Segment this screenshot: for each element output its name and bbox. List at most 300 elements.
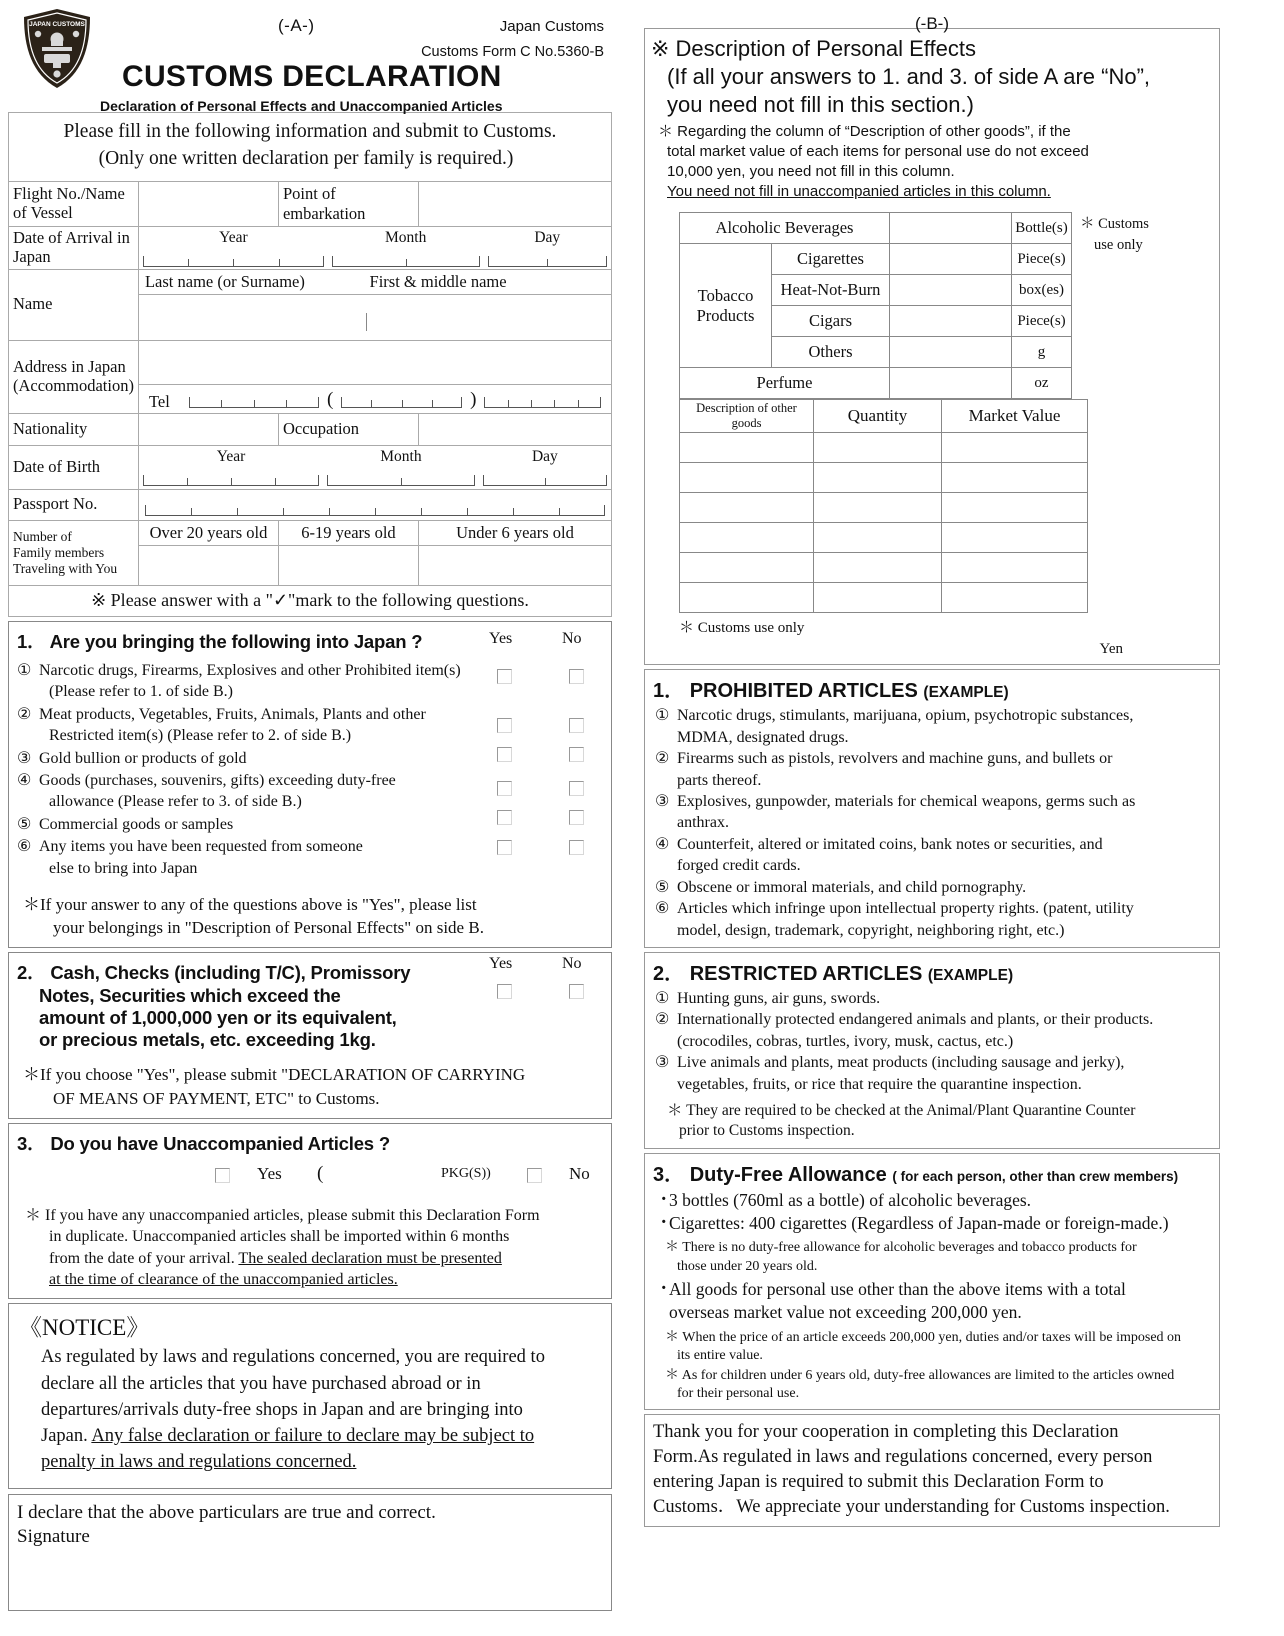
signature-section [8,1494,612,1611]
item-text: Gold bullion or products of gold [39,749,247,767]
cigars-qty-input[interactable] [890,306,1012,337]
personal-effects-note [651,122,1211,202]
embarkation-label: Point of embarkation [278,181,418,226]
other-value-input[interactable] [942,433,1088,463]
table-row-dob [9,445,612,489]
dob-year-label: Year [216,447,246,465]
dutyfree-heading-main: Duty-Free Allowance [689,1163,887,1186]
q1-item4-yes-checkbox[interactable] [497,781,512,796]
list-item [655,1052,1211,1095]
other-spacer [1088,553,1206,583]
table-row-flight [9,181,612,226]
pe-note-line1: ＊ Regarding the column of “Description of other goods”, if the [658,123,1071,141]
list-item [17,748,603,769]
instruction-box [8,112,612,181]
personal-effects-sub-line1: (If all your answers to 1. and 3. of side A are “No”, [667,64,1151,90]
passport-input[interactable] [138,489,611,520]
other-spacer [1088,463,1206,493]
dob-year-input[interactable] [139,468,323,489]
q1-item1-yes-checkbox[interactable] [497,669,512,684]
dutyfree-heading-num: 3． [653,1163,685,1186]
other-spacer [1088,493,1206,523]
heat-not-burn-unit: box(es) [1012,275,1072,306]
list-item [655,748,1211,791]
dutyfree-star3-line1: ＊ As for children under 6 years old, duty-free allowances are limited to the articles owned [665,1368,1175,1383]
other-value-input[interactable] [942,463,1088,493]
list-item [655,705,1211,748]
q1-item4-no-checkbox[interactable] [569,781,584,796]
pe-note-line2: total market value of each items for personal use do not exceed [667,143,1089,161]
personal-effects-title: ※ Description of Personal Effects [651,36,976,61]
item-text-2: forged credit cards. [677,857,801,875]
question-2-section [8,952,612,1118]
other-spacer [1088,523,1206,553]
item-number: ② [655,1011,670,1029]
flight-input[interactable] [138,181,278,226]
personal-effects-section [644,28,1220,665]
other-value-input[interactable] [942,493,1088,523]
item-number: ① [655,990,670,1008]
other-value-input[interactable] [942,583,1088,613]
q1-item5-yes-checkbox[interactable] [497,810,512,825]
q1-item6-no-checkbox[interactable] [569,840,584,855]
page-title: CUSTOMS DECLARATION [122,60,502,93]
list-item [17,660,603,703]
q3-yes-checkbox[interactable] [215,1168,230,1183]
age6to19-input[interactable] [278,545,418,585]
list-item [17,704,603,747]
name-label: Name [9,269,139,340]
q2-no-label: No [562,955,582,973]
thanks-section [644,1414,1220,1527]
item-text: Explosives, gunpowder, materials for chemical weapons, germs such as [677,792,1136,810]
customs-use-line2: use only [1094,236,1143,253]
signature-input[interactable] [17,1550,603,1576]
table-row [680,433,1206,463]
over20-input[interactable] [138,545,278,585]
item-text: Narcotic drugs, Firearms, Explosives and other Prohibited item(s) [39,661,461,679]
occupation-label: Occupation [278,413,418,445]
item-text: Commercial goods or samples [39,815,234,833]
q1-yes-label: Yes [489,629,513,647]
prohibited-list [645,705,1219,941]
occupation-input[interactable] [418,413,611,445]
duty-free-allowance-section [644,1153,1220,1411]
last-name-label: Last name (or Surname) [144,271,305,291]
item-text: Any items you have been requested from someone [39,838,363,856]
nationality-label: Nationality [9,413,139,445]
form-number: Customs Form C No.5360-B [421,44,604,60]
other-qty-input[interactable] [814,583,942,613]
nationality-input[interactable] [138,413,278,445]
table-row [680,463,1206,493]
q2-heading-line3: amount of 1,000,000 yen or its equivalent, [39,1007,397,1029]
arrival-year-label: Year [219,228,248,246]
item-number: ① [655,707,670,725]
q3-note-line4-underlined: at the time of clearance of the unaccompanied articles. [49,1270,398,1288]
q1-note-line2: your belongings in "Description of Personal Effects" on side B. [53,918,484,938]
declaration-statement: I declare that the above particulars are true and correct. [17,1501,436,1523]
table-row-other-header [680,400,1206,433]
cigars-unit: Piece(s) [1012,306,1072,337]
question-1-section [8,621,612,949]
item-subtext: allowance (Please refer to 3. of side B.) [49,793,302,811]
notice-line5-underlined: penalty in laws and regulations concerned. [41,1452,357,1473]
other-qty-header: Quantity [814,400,942,433]
item-number: ⑥ [17,838,32,856]
tel-label: Tel [148,391,170,411]
page-subtitle: Declaration of Personal Effects and Unaccompanied Articles [100,98,503,114]
item-text-2: overseas market value not exceeding 200,000 yen. [669,1302,1022,1323]
tel-paren-open: ( [326,388,334,410]
dob-label: Date of Birth [9,445,139,489]
others-label: Others [772,337,890,368]
q3-answer-row [17,1164,603,1198]
item-number: ⑤ [17,815,32,833]
customs-only-label: ＊ Customs use only [679,620,805,637]
dutyfree-star1-line1: ＊ There is no duty-free allowance for alcoholic beverages and tobacco products for [665,1240,1137,1256]
item-number: ③ [17,749,32,767]
tel-paren-close: ) [470,388,477,410]
embarkation-input[interactable] [418,181,611,226]
q2-note [17,1063,603,1109]
item-text: Counterfeit, altered or imitated coins, bank notes or securities, and [677,835,1103,853]
q2-note-line2: OF MEANS OF PAYMENT, ETC" to Customs. [53,1088,380,1108]
side-a-header [0,0,620,112]
restricted-star-note [645,1101,1219,1141]
pe-note-line3: 10,000 yen, you need not fill in this column. [667,163,955,181]
alcohol-qty-input[interactable] [890,213,1012,244]
question-2-heading [17,959,603,1051]
dutyfree-star1-line2: those under 20 years old. [677,1258,818,1274]
dob-month-label: Month [380,447,422,465]
item-number: ③ [655,1054,670,1072]
goods-table [679,212,1192,399]
q2-heading-line2: Notes, Securities which exceed the [39,985,341,1007]
perfume-qty-input[interactable] [890,368,1012,399]
q1-note-line1: ＊If your answer to any of the questions above is "Yes", please list [23,895,477,915]
other-value-input[interactable] [942,523,1088,553]
item-number: ③ [655,792,670,810]
notice-line4b: Any false declaration or failure to declare may be subject to [91,1426,535,1447]
table-row-arrival [9,226,612,269]
list-item [655,834,1211,877]
q1-item2-no-checkbox[interactable] [569,718,584,733]
q1-item1-no-checkbox[interactable] [569,669,584,684]
passport-label: Passport No. [9,489,139,520]
q3-pkg-label: PKG(S)) [441,1165,491,1181]
bullet-icon: ・ [655,1188,673,1209]
q3-note-line3 [41,1248,603,1269]
tel-part2-input[interactable] [337,387,466,413]
perfume-label: Perfume [680,368,890,399]
table-row-alcohol [680,213,1192,244]
other-qty-input[interactable] [814,493,942,523]
flight-label: Flight No./Name of Vessel [9,181,139,226]
q3-note [17,1205,603,1291]
q3-note-line3a: from the date of your arrival. [49,1249,239,1267]
under6-input[interactable] [418,545,611,585]
yen-label: Yen [1099,641,1123,658]
question-1-items [17,660,603,879]
customs-use-line1: ＊ Customs [1080,215,1149,232]
q3-no-label: No [569,1163,590,1183]
perfume-unit: oz [1012,368,1072,399]
notice-line4a: Japan. [41,1426,92,1447]
other-desc-header: Description of other goods [680,400,814,433]
dob-cell[interactable] [138,445,611,489]
family-label-line3: Traveling with You [13,560,118,576]
notice-title: 《NOTICE》 [19,1315,150,1341]
restricted-list [645,988,1219,1095]
check-mark-note: ※ Please answer with a "✓"mark to the following questions. [8,586,612,617]
address-label-line2: (Accommodation) [13,375,134,395]
thanks-line4: Customs．We appreciate your understanding for Customs inspection. [653,1497,1170,1518]
agency-name: Japan Customs [499,18,604,35]
dutyfree-star-1 [645,1239,1219,1275]
other-desc-input[interactable] [680,433,814,463]
restricted-star-line1: ＊ They are required to be checked at the Animal/Plant Quarantine Counter [667,1102,1136,1120]
item-text: Meat products, Vegetables, Fruits, Animals, Plants and other [39,705,426,723]
tobacco-products-label [680,244,772,368]
item-subtext: else to bring into Japan [49,859,198,877]
heat-not-burn-qty-input[interactable] [890,275,1012,306]
table-row [680,523,1206,553]
arrival-month-input[interactable] [328,249,484,269]
list-item [655,898,1211,941]
arrival-month-label: Month [384,228,427,246]
item-text: Internationally protected endangered animals and plants, or their products. [677,1011,1154,1029]
arrival-label: Date of Arrival in Japan [9,226,139,269]
bullet-icon: ・ [655,1211,673,1232]
other-qty-input[interactable] [814,463,942,493]
cigarettes-qty-input[interactable] [890,244,1012,275]
others-qty-input[interactable] [890,337,1012,368]
side-a [0,0,620,1636]
list-item [17,814,603,835]
dutyfree-heading-sub: ( for each person, other than crew members) [892,1168,1179,1184]
item-number: ④ [17,772,32,789]
arrival-day-input[interactable] [484,249,611,269]
other-qty-input[interactable] [814,553,942,583]
address-label [9,340,139,413]
item-text-2: MDMA, designated drugs. [677,728,849,746]
item-text: Firearms such as pistols, revolvers and machine guns, and bullets or [677,750,1113,768]
item-text-2: anthrax. [677,814,729,832]
q3-pkg-input[interactable] [329,1168,429,1169]
dutyfree-list [645,1189,1219,1236]
under6-label: Under 6 years old [418,520,611,545]
q2-no-checkbox[interactable] [569,984,584,999]
other-value-input[interactable] [942,553,1088,583]
other-spacer [1088,583,1206,613]
signature-label: Signature [17,1526,90,1548]
notice-line4 [41,1423,601,1449]
q3-note-line4 [41,1269,603,1290]
q3-note-line1: ＊ If you have any unaccompanied articles, please submit this Declaration Form [25,1206,540,1224]
table-row [680,583,1206,613]
notice-section [8,1303,612,1488]
side-a-label: (-A-) [278,16,315,35]
q1-item6-yes-checkbox[interactable] [497,840,512,855]
q1-item5-no-checkbox[interactable] [569,810,584,825]
svg-text:JAPAN CUSTOMS: JAPAN CUSTOMS [29,21,85,28]
q2-yes-label: Yes [489,955,513,973]
item-text: Live animals and plants, meat products (including sausage and jerky), [677,1054,1125,1072]
notice-body [19,1344,601,1475]
list-item [655,1212,1211,1235]
prohibited-articles-section [644,669,1220,948]
q1-item3-no-checkbox[interactable] [569,747,584,762]
q1-no-label: No [562,629,582,647]
restricted-articles-section [644,952,1220,1148]
question-3-heading: 3． Do you have Unaccompanied Articles ? [17,1132,390,1154]
list-item [17,836,603,879]
other-spacer [1088,433,1206,463]
restricted-heading-num: 2． [653,963,685,986]
dob-month-input[interactable] [323,468,479,489]
notice-line5 [41,1449,601,1475]
item-text: Hunting guns, air guns, swords. [677,990,881,1008]
arrival-year-input[interactable] [139,249,328,269]
notice-line1: As regulated by laws and regulations concerned, you are required to [41,1347,545,1368]
arrival-date-cell[interactable] [138,226,611,269]
list-item [655,1278,1211,1325]
table-row [680,493,1206,523]
instruction-line-1: Please fill in the following information and submit to Customs. [63,121,557,142]
address-input[interactable] [138,340,611,384]
list-item [655,1009,1211,1052]
other-goods-table [679,399,1206,613]
item-number: ① [17,661,32,679]
restricted-heading-example: (EXAMPLE) [927,967,1014,985]
q2-yes-checkbox[interactable] [497,984,512,999]
list-item [655,988,1211,1009]
thanks-line1: Thank you for your cooperation in completing this Declaration [653,1422,1119,1443]
heat-not-burn-label: Heat-Not-Burn [772,275,890,306]
q1-note [17,893,603,939]
dutyfree-star2-line1: ＊ When the price of an article exceeds 200,000 yen, duties and/or taxes will be imposed on [665,1329,1182,1345]
item-number: ② [17,705,32,723]
notice-line3: departures/arrivals duty-free shops in Japan and are bringing into [41,1399,523,1420]
tel-cell[interactable] [138,384,611,413]
name-header-cell [138,269,611,294]
prohibited-heading [645,670,1219,705]
restricted-heading-main: RESTRICTED ARTICLES [689,963,923,986]
item-number: ⑤ [655,878,670,896]
item-text: Goods (purchases, souvenirs, gifts) exceeding duty-free [39,772,396,789]
list-item [655,877,1211,898]
other-desc-input[interactable] [680,463,814,493]
tel-part3-input[interactable] [480,387,605,413]
item-text: Articles which infringe upon intellectual property rights. (patent, utility [677,900,1134,918]
thanks-line2: Form.As regulated in laws and regulations concerned, every person [653,1447,1153,1468]
prohibited-heading-main: PROHIBITED ARTICLES [689,680,918,703]
table-row [680,553,1206,583]
item-text: Obscene or immoral materials, and child pornography. [677,878,1027,896]
item-text-2: parts thereof. [677,771,762,789]
list-item [655,1189,1211,1212]
q3-note-line3b: The sealed declaration must be presented [238,1249,502,1267]
personal-effects-sub-line2: you need not fill in this section.) [667,92,974,118]
family-members-label [9,520,139,585]
side-b [644,0,1220,1636]
first-name-label: First & middle name [369,271,507,291]
other-desc-input[interactable] [680,583,814,613]
japan-customs-emblem-icon [22,8,92,90]
question-1-heading: 1． Are you bringing the following into Japan ? [17,630,423,652]
personal-effects-header [645,29,1219,210]
q1-item2-yes-checkbox[interactable] [497,718,512,733]
item-text-2: model, design, trademark, copyright, neighboring right, etc.) [677,921,1065,939]
q2-heading-line1: 2． Cash, Checks (including T/C), Promissory [17,962,411,984]
item-text: All goods for personal use other than the above items with a total [669,1278,1126,1299]
alcohol-label: Alcoholic Beverages [680,213,890,244]
q3-paren-open: ( [317,1162,324,1184]
item-number: ② [655,750,670,768]
dob-day-label: Day [531,447,558,465]
q3-yes-label: Yes [257,1163,282,1183]
address-label-line1: Address in Japan [13,356,126,376]
age6to19-label: 6-19 years old [278,520,418,545]
dutyfree-list-2 [645,1278,1219,1325]
customs-use-only-note [1072,213,1192,399]
tobacco-label-line2: Products [696,305,755,325]
other-desc-input[interactable] [680,493,814,523]
table-row-address [9,340,612,384]
thanks-line3: entering Japan is required to submit this Declaration Form to [653,1472,1104,1493]
name-input[interactable] [138,294,611,340]
dob-day-input[interactable] [479,468,611,489]
item-number: ④ [655,835,670,853]
bullet-icon: ・ [655,1277,673,1298]
prohibited-heading-example: (EXAMPLE) [923,684,1009,702]
side-b-label: (-B-) [915,14,949,33]
notice-line2: declare all the articles that you have purchased abroad or in [41,1373,481,1394]
dutyfree-star-3 [645,1367,1219,1403]
dutyfree-heading [645,1154,1219,1189]
pe-note-line4: You need not fill in unaccompanied articles in this column. [667,183,1051,201]
family-label-line1: Number of [13,528,72,544]
table-row-family [9,520,612,545]
arrival-day-label: Day [534,228,561,246]
item-text: Narcotic drugs, stimulants, marijuana, opium, psychotropic substances, [677,707,1134,725]
cigars-label: Cigars [772,306,890,337]
other-desc-input[interactable] [680,523,814,553]
alcohol-unit: Bottle(s) [1012,213,1072,244]
q1-item3-yes-checkbox[interactable] [497,747,512,762]
list-item [655,791,1211,834]
cigarettes-unit: Piece(s) [1012,244,1072,275]
dutyfree-star2-line2: its entire value. [677,1347,763,1363]
item-subtext: Restricted item(s) (Please refer to 2. of side B.) [49,727,352,745]
tel-part1-input[interactable] [185,387,323,413]
q3-no-checkbox[interactable] [527,1168,542,1183]
personal-info-table [8,181,612,586]
other-spacer [1088,400,1206,433]
other-qty-input[interactable] [814,523,942,553]
q2-note-line1: ＊If you choose "Yes", please submit "DECLARATION OF CARRYING [23,1065,526,1085]
dutyfree-star-2 [645,1329,1219,1365]
other-desc-input[interactable] [680,553,814,583]
others-unit: g [1012,337,1072,368]
other-qty-input[interactable] [814,433,942,463]
q3-note-line2: in duplicate. Unaccompanied articles shall be imported within 6 months [49,1228,510,1246]
family-label-line2: Family members [13,544,105,560]
table-row-nationality [9,413,612,445]
item-text: 3 bottles (760ml as a bottle) of alcoholic beverages. [669,1189,1032,1210]
item-text: Cigarettes: 400 cigarettes (Regardless of Japan-made or foreign-made.) [669,1212,1169,1233]
